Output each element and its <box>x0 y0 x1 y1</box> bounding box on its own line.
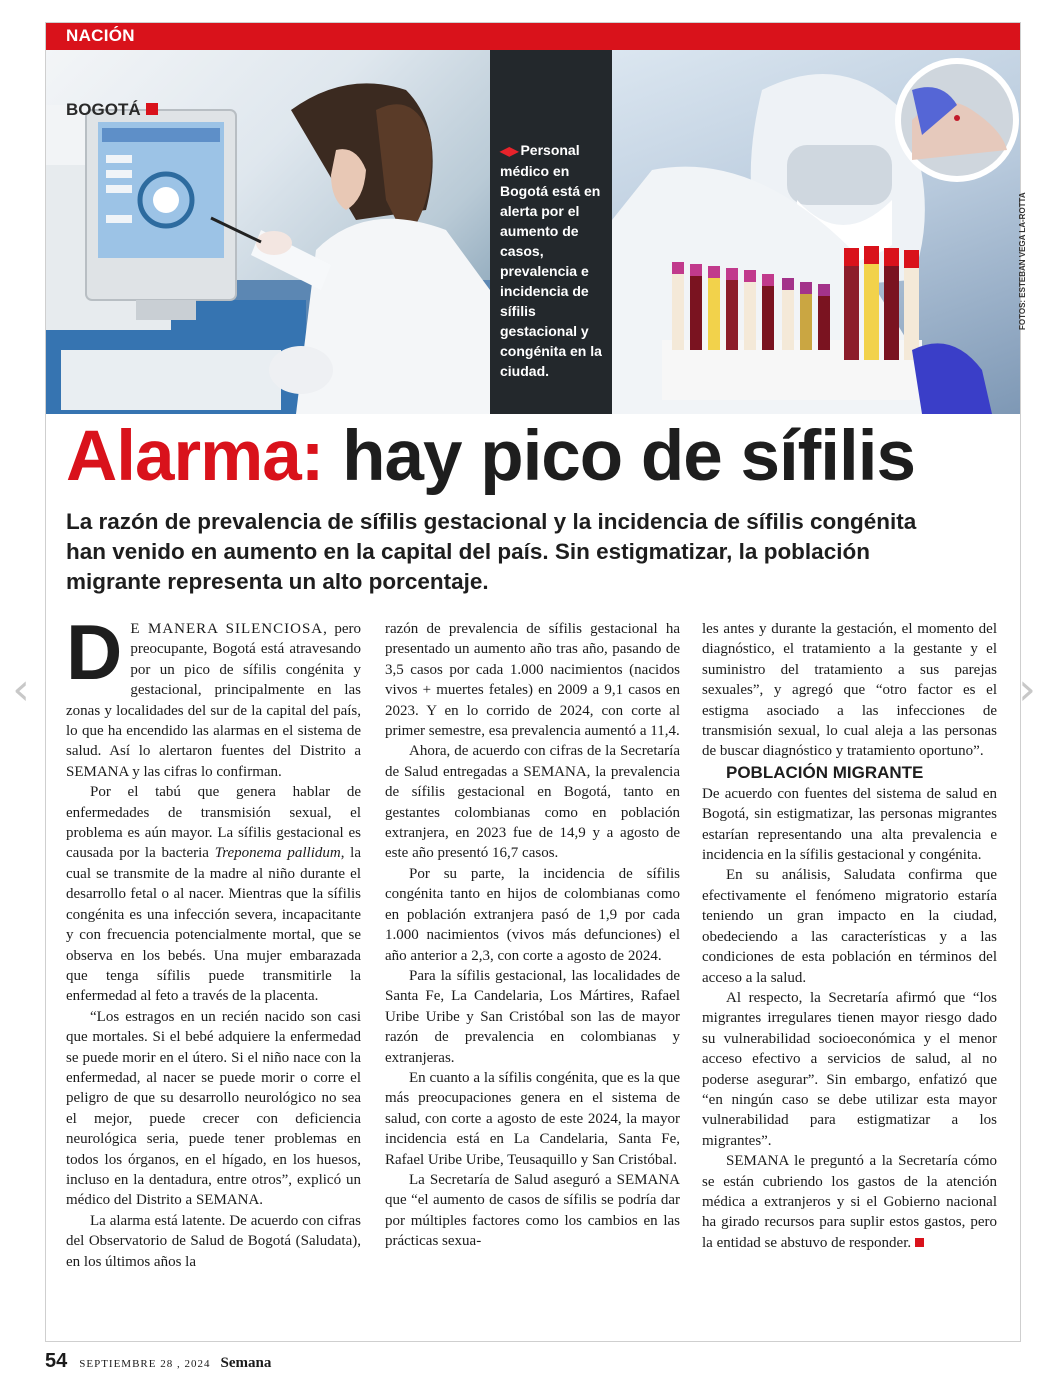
paragraph <box>66 782 361 1006</box>
issue-date: SEPTIEMBRE 28 , 2024 <box>79 1358 211 1370</box>
photo-credit: FOTOS: ESTEBAN VEGA LA-ROTTA <box>1018 192 1027 330</box>
paragraph: Al respecto, la Secretaría afirmó que “los migrantes irregulares tienen mayor riesgo dado su vulnerabilidad socioeconómica y el menor acceso efectivo a servicios de salud, al no poderse asegurar”. Sin embargo, enfatizó que “en ningún caso se debe utilizar esta mayor vulnerabilidad para estigmatizar a los migrantes”. <box>702 989 997 1149</box>
page-number: 54 <box>45 1350 68 1372</box>
end-mark-icon <box>915 1238 924 1247</box>
location-tag <box>66 100 158 120</box>
article-column-2 <box>385 619 680 1252</box>
paragraph: De acuerdo con fuentes del sistema de salud en Bogotá, sin estigmatizar, las personas migrantes estarían representando una alta prevalencia e incidencia en la sífilis gestacional y congénita. <box>702 785 997 864</box>
paragraph-text: SEMANA le preguntó a la Secretaría cómo se están cubriendo los gastos de la atención médica a extranjeros y si el Gobierno nacional ha girado recursos para suplir estos gastos, pero la entidad se abstuvo de responder. <box>702 1153 997 1251</box>
paragraph: En cuanto a la sífilis congénita, que es la que más preocupaciones genera en el sistema de salud, con corte a agosto de este 2024, la mayor incidencia está en La Candelaria, Santa Fe, Rafael Uribe Uribe, Teusaquillo y San Cristóbal. <box>385 1069 680 1168</box>
paragraph: En su análisis, Saludata confirma que efectivamente el fenómeno migratorio estaría teniendo un gran impacto en la ciudad, obedeciendo a las características y a las condiciones de esta población en términos del acceso a la salud. <box>702 867 997 986</box>
photo-caption <box>500 140 604 381</box>
article-column-3 <box>702 619 997 1253</box>
photo-caption-text: Personal médico en Bogotá está en alerta por el aumento de casos, prevalencia e incidencia de sífilis gestacional y congénita en la ciudad. <box>500 142 602 379</box>
caption-arrows-icon: ◀▶ <box>500 144 519 158</box>
page-footer <box>45 1350 271 1373</box>
previous-page-icon[interactable]: ‹ <box>12 664 30 715</box>
paragraph: La Secretaría de Salud aseguró a SEMANA que “el aumento de casos de sífilis se podría dar por múltiples factores como los cambios en las prácticas sexua- <box>385 1171 680 1250</box>
paragraph-text: , la cual se transmite de la madre al niño durante el desarrollo fetal o al nacer. Mientras que la sífilis congénita es una infección severa, incapacitante y con frecuencia potencialmente mortal, que se observa en los bebés. Una mujer embarazada que tenga sífilis puede transmitirle la enfermedad al feto a través de la placenta. <box>66 845 362 1005</box>
section-bar <box>46 23 1020 50</box>
location-square <box>146 103 158 115</box>
lead-caps: E MANERA SILENCIOSA, <box>130 621 328 637</box>
paragraph: Para la sífilis gestacional, las localidades de Santa Fe, La Candelaria, Los Mártires, Rafael Uribe Uribe y San Cristóbal son las de mayor razón de prevalencia en colombianas y extranjeras. <box>385 967 680 1066</box>
photo-caption-box <box>490 50 612 414</box>
headline <box>66 416 915 498</box>
species-name: Treponema pallidum <box>214 845 341 862</box>
paragraph <box>66 608 361 782</box>
paragraph: les antes y durante la gestación, el momento del diagnóstico, el tratamiento a la gestante y el suministro del tratamiento a sus parejas sexuales”, y agregó que “otro factor es el estigma asociado a las infecciones de transmisión sexual, lo cual aleja a las personas de buscar diagnóstico y tratamiento oportuno”. <box>702 621 997 760</box>
subhead: POBLACIÓN MIGRANTE <box>726 762 924 782</box>
paragraph: razón de prevalencia de sífilis gestacional ha presentado un aumento año tras año, pasando de 3,5 casos por cada 1.000 nacimientos (nacidos vivos + muertes fetales) en 2009 a 9,1 casos en 2023. Y en lo corrido de 2024, con corte al primer semestre, esa prevalencia aumentó a 11,4. <box>385 621 680 740</box>
lab-technician-photo <box>46 50 490 414</box>
blood-samples-illustration <box>612 50 1020 414</box>
paragraph <box>702 1151 997 1253</box>
paragraph: “Los estragos en un recién nacido son casi que mortales. Si el bebé adquiere la enfermedad se puede morir en el útero. Si el niño nace con la enfermedad, al nacer se puede morir o corre el peligro de que su desarrollo neurológico no sea el mejor, puede crecer con deficiencia neurológica seria, puede tener problemas en todos los órganos, en el hígado, en los huesos, incluso en la dentadura, entre otros”, explicó un médico del Distrito a SEMANA. <box>66 1008 361 1209</box>
location-label: BOGOTÁ <box>66 100 141 119</box>
section-label: NACIÓN <box>66 26 135 45</box>
blood-samples-photo <box>612 50 1020 414</box>
headline-red: Alarma: <box>66 417 324 496</box>
magazine-name: Semana <box>220 1355 272 1371</box>
paragraph: La alarma está latente. De acuerdo con cifras del Observatorio de Salud de Bogotá (Saludata), en los últimos años la <box>66 1212 361 1270</box>
paragraph-text: pero preocupante, Bogotá está atravesando por un pico de sífilis congénita y gestacional, principalmente en las zonas y localidades del sur de la capital del país, lo que ha encendido las alarmas en el sistema de salud. Así lo alertaron fuentes del Distrito a SEMANA y las cifras lo confirman. <box>66 621 361 780</box>
drop-cap: D <box>66 608 123 696</box>
paragraph: Ahora, de acuerdo con cifras de la Secretaría de Salud entregadas a SEMANA, la prevalencia de sífilis gestacional en Bogotá, tanto en gestantes colombianas como en población extranjera, en 2023 fue de 14,9 y a agosto de este año presentó 16,7 casos. <box>385 743 680 862</box>
headline-dark: hay pico de sífilis <box>342 417 915 496</box>
paragraph-text: Por el tabú que genera hablar de enfermedades de transmisión sexual, el problema es aún mayor. La sífilis gestacional es causada por la bacteria <box>66 784 361 862</box>
article-column-1 <box>66 608 362 1272</box>
deck: La razón de prevalencia de sífilis gestacional y la incidencia de sífilis congénita han venido en aumento en la capital del país. Sin estigmatizar, la población migrante representa un alto porcentaje. <box>66 509 917 594</box>
next-page-icon[interactable]: › <box>1018 664 1036 715</box>
magazine-page <box>45 22 1021 1342</box>
paragraph: Por su parte, la incidencia de sífilis congénita tanto en hijos de colombianas como en población extranjera pasó de 1,9 por cada 1.000 nacimientos (vivos más defunciones) el año anterior a 2,3, con corte a agosto de 2024. <box>385 865 680 964</box>
